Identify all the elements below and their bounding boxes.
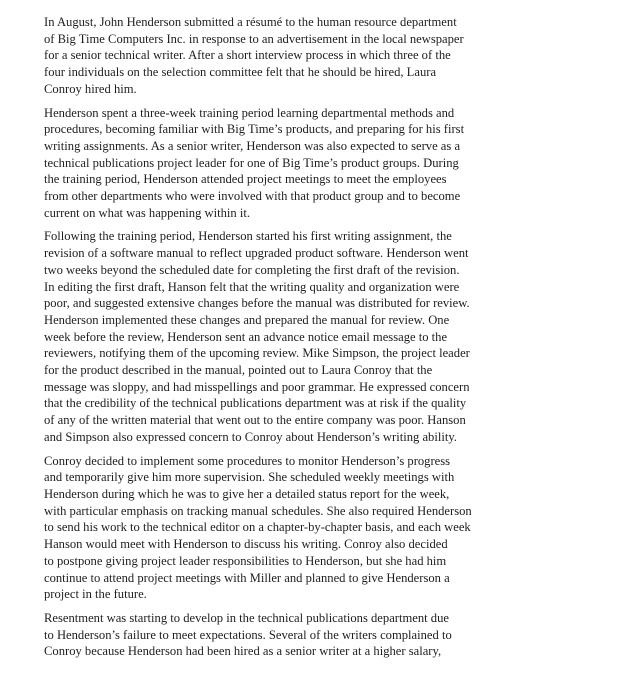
text-line: project in the future.: [44, 587, 147, 602]
paragraph-5: [44, 610, 496, 660]
text-line: to postpone giving project leader responsibilities to Henderson, but she had him: [44, 553, 447, 568]
text-line: Hanson would meet with Henderson to discuss his writing. Conroy also decided: [44, 537, 448, 552]
text-line: writing assignments. As a senior writer, Henderson was also expected to serve as a: [44, 138, 461, 153]
text-line: poor, and suggested extensive changes before the manual was distributed for review.: [44, 296, 470, 311]
text-line: Resentment was starting to develop in the technical publications department due: [44, 610, 449, 625]
text-line: four individuals on the selection committee felt that he should be hired, Laura: [44, 65, 437, 80]
text-line: to send his work to the technical editor on a chapter-by-chapter basis, and each week: [44, 520, 471, 535]
text-line: that the credibility of the technical publications department was at risk if the quality: [44, 396, 467, 411]
paragraph-2: [44, 105, 496, 222]
document-page: [44, 14, 496, 667]
text-line: the training period, Henderson attended project meetings to meet the employees: [44, 172, 447, 187]
text-line: with particular emphasis on tracking manual schedules. She also required Henderson: [44, 503, 472, 518]
text-line: revision of a software manual to reflect upgraded product software. Henderson went: [44, 246, 469, 261]
text-line: week before the review, Henderson sent an advance notice email message to the: [44, 329, 448, 344]
text-line: In editing the first draft, Hanson felt that the writing quality and organization were: [44, 279, 460, 294]
text-line: Henderson during which he was to give her a detailed status report for the week,: [44, 486, 450, 501]
paragraph-4: [44, 453, 496, 603]
text-line: Conroy decided to implement some procedures to monitor Henderson’s progress: [44, 453, 451, 468]
text-line: two weeks beyond the scheduled date for completing the first draft of the revision.: [44, 262, 460, 277]
paragraph-3: [44, 228, 496, 445]
text-line: message was sloppy, and had misspellings and poor grammar. He expressed concern: [44, 379, 470, 394]
text-line: In August, John Henderson submitted a résumé to the human resource department: [44, 15, 457, 29]
text-line: Henderson spent a three-week training period learning departmental methods and: [44, 105, 455, 120]
text-line: continue to attend project meetings with Miller and planned to give Henderson a: [44, 570, 450, 585]
text-line: current on what was happening within it.: [44, 205, 251, 220]
text-line: reviewers, notifying them of the upcoming review. Mike Simpson, the project leader: [44, 346, 470, 361]
text-line: for the product described in the manual, pointed out to Laura Conroy that the: [44, 363, 433, 378]
text-line: from other departments who were involved with that product group and to become: [44, 189, 461, 204]
text-line: Following the training period, Henderson started his first writing assignment, the: [44, 229, 452, 244]
text-line: of any of the written material that went out to the entire company was poor. Hanson: [44, 413, 466, 428]
text-line: to Henderson’s failure to meet expectations. Several of the writers complained to: [44, 627, 452, 642]
text-line: Conroy because Henderson had been hired as a senior writer at a higher salary,: [44, 644, 442, 659]
text-line: and Simpson also expressed concern to Conroy about Henderson’s writing ability.: [44, 429, 457, 444]
text-line: of Big Time Computers Inc. in response to an advertisement in the local newspaper: [44, 31, 464, 46]
text-line: and temporarily give him more supervision. She scheduled weekly meetings with: [44, 470, 455, 485]
paragraph-1: [44, 14, 496, 98]
text-line: for a senior technical writer. After a short interview process in which three of the: [44, 48, 451, 63]
text-line: Henderson implemented these changes and prepared the manual for review. One: [44, 312, 450, 327]
text-line: Conroy hired him.: [44, 81, 137, 96]
text-line: technical publications project leader for one of Big Time’s product groups. During: [44, 155, 459, 170]
text-line: procedures, becoming familiar with Big Time’s products, and preparing for his first: [44, 122, 465, 137]
